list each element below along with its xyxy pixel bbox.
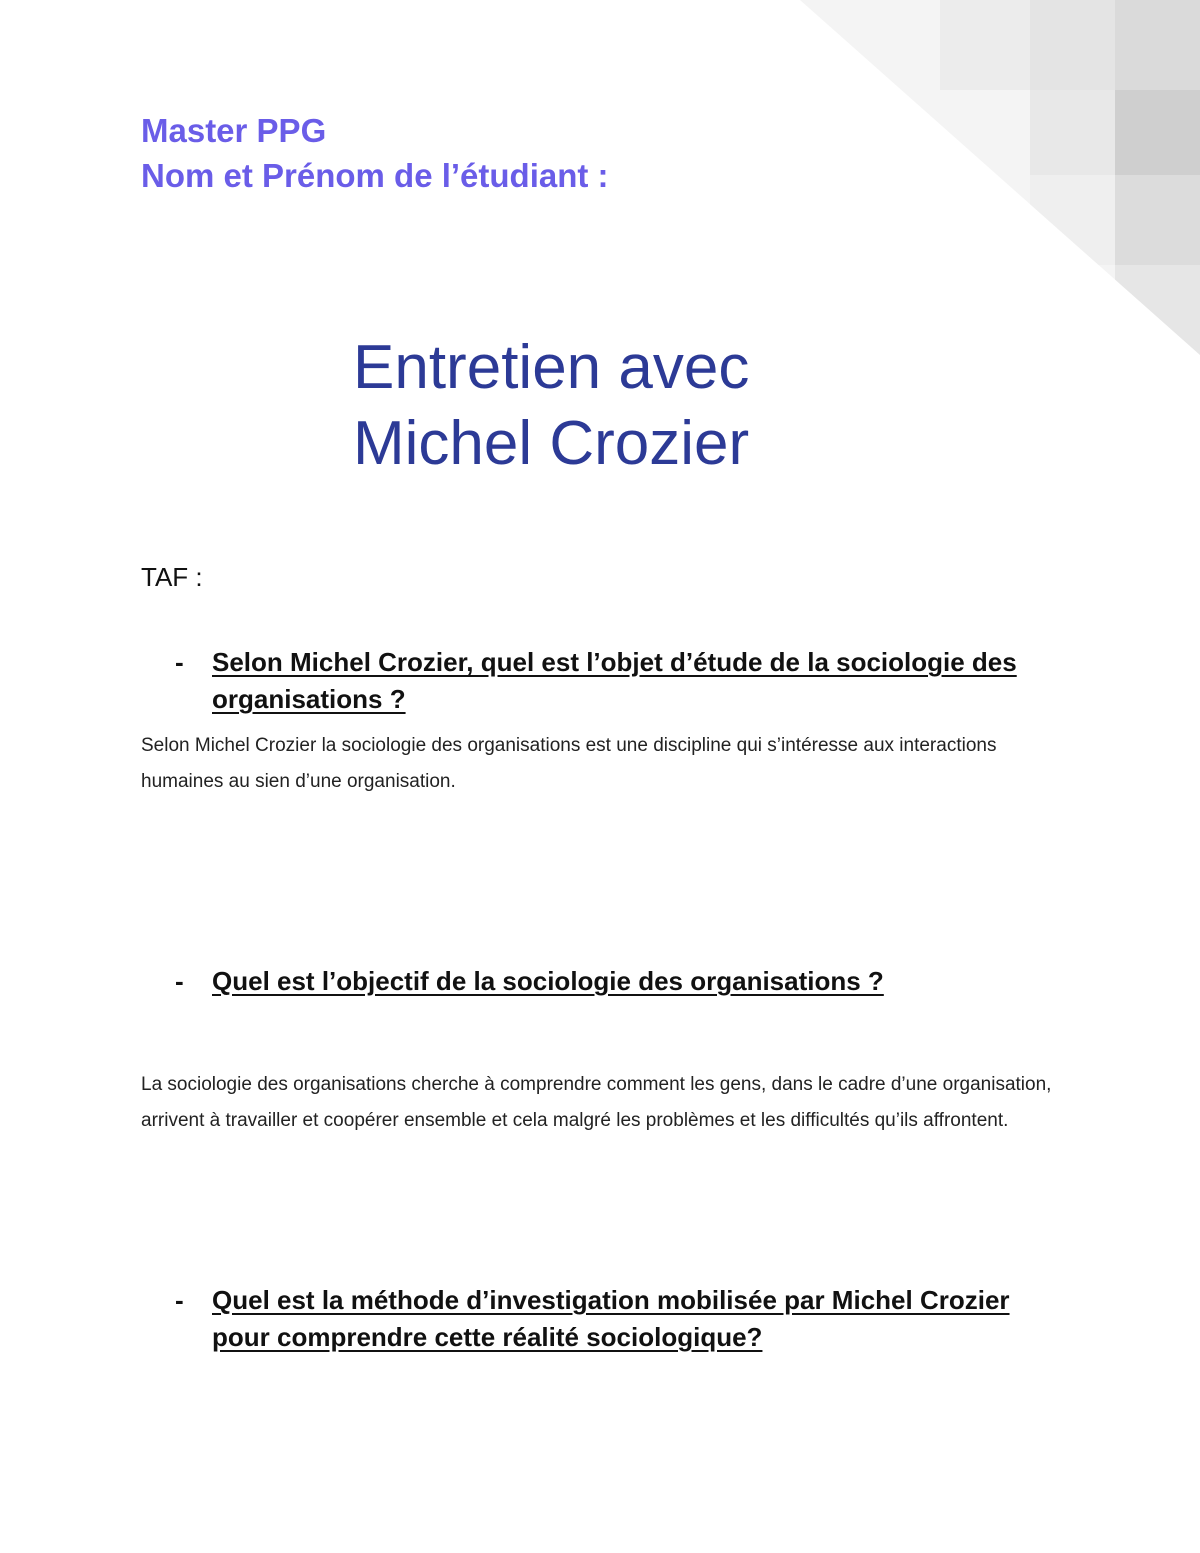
answer-2: La sociologie des organisations cherche à comprendre comment les gens, dans le cadre d’une organisation, arrivent à travailler et coopérer ensemble et cela malgré les problèmes et les difficultés qu’ils affrontent. [141,1074,1052,1131]
question-1 [175,644,1055,718]
student-name-label: Nom et Prénom de l’étudiant : [141,157,609,194]
header-block [141,108,609,198]
question-3 [175,1282,1055,1356]
title-line-1: Entretien avec [353,333,750,402]
title-line-2: Michel Crozier [353,409,750,478]
taf-label: TAF : [141,562,203,592]
program-name: Master PPG [141,112,327,149]
question-2 [175,963,1055,1000]
bullet-dash: - [175,1285,184,1315]
question-text: Quel est la méthode d’investigation mobilisée par Michel Crozier pour comprendre cette réalité sociologique? [212,1285,1010,1352]
question-text: Quel est l’objectif de la sociologie des organisations ? [212,966,884,996]
question-text: Selon Michel Crozier, quel est l’objet d’étude de la sociologie des organisations ? [212,647,1017,714]
bullet-dash: - [175,966,184,996]
document-title [353,330,749,482]
answer-1: Selon Michel Crozier la sociologie des organisations est une discipline qui s’intéresse aux interactions humaines au sien d’une organisation. [141,735,997,792]
bullet-dash: - [175,647,184,677]
